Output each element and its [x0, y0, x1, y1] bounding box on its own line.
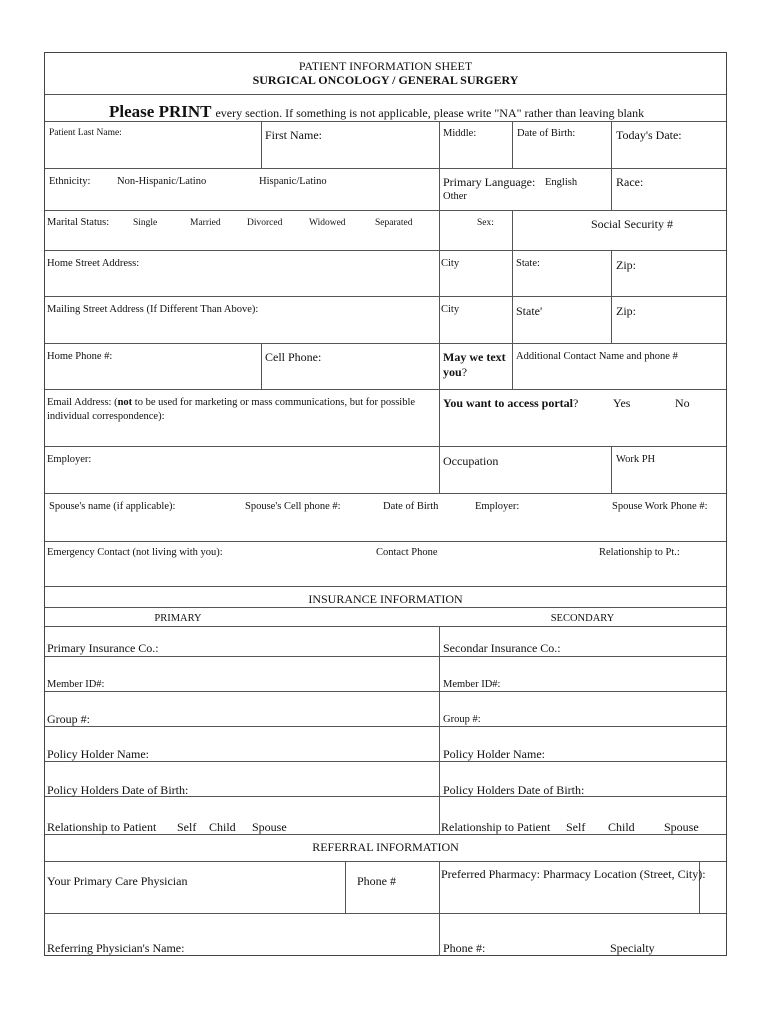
referring-phone-field[interactable]: Phone #: — [443, 941, 486, 955]
rule — [611, 446, 612, 493]
rule — [45, 296, 726, 297]
referral-heading: REFERRAL INFORMATION — [312, 840, 459, 854]
rule — [512, 121, 513, 168]
instruction-text: every section. If something is not applicable, please write "NA" rather than leaving blank — [215, 106, 645, 120]
ethnicity-hispanic[interactable]: Hispanic/Latino — [259, 176, 327, 187]
rule — [439, 343, 440, 389]
home-phone-field[interactable]: Home Phone #: — [47, 351, 113, 362]
primary-member-id-field[interactable]: Member ID#: — [47, 679, 105, 690]
primary-group-field[interactable]: Group #: — [47, 712, 90, 726]
rule — [45, 94, 726, 95]
spouse-work-phone-field[interactable]: Spouse Work Phone #: — [612, 501, 708, 512]
rule — [45, 389, 726, 390]
secondary-heading: SECONDARY — [550, 613, 615, 624]
primary-relationship-label: Relationship to Patient — [47, 820, 157, 834]
rule — [45, 168, 726, 169]
pharmacy-field[interactable]: Preferred Pharmacy: Pharmacy Location (Street, City): — [441, 867, 706, 881]
secondary-group-field[interactable]: Group #: — [443, 714, 481, 725]
pcp-phone-field[interactable]: Phone # — [357, 874, 396, 888]
rule — [45, 250, 726, 251]
may-we-text-line1[interactable]: May we text — [443, 350, 506, 364]
sex-field[interactable]: Sex: — [477, 218, 494, 228]
secondary-insurance-field[interactable]: Secondar Insurance Co.: — [443, 641, 561, 655]
print-instruction — [109, 102, 644, 122]
secondary-holder-name-field[interactable]: Policy Holder Name: — [443, 747, 545, 761]
zip-field[interactable]: Zip: — [616, 258, 636, 272]
emergency-contact-field[interactable]: Emergency Contact (not living with you): — [47, 547, 223, 558]
primary-holder-name-field[interactable]: Policy Holder Name: — [47, 747, 149, 761]
rule — [45, 656, 726, 657]
ssn-field[interactable]: Social Security # — [591, 217, 673, 231]
race-field[interactable]: Race: — [616, 175, 644, 189]
marital-divorced[interactable]: Divorced — [247, 218, 283, 228]
secondary-member-id-field[interactable]: Member ID#: — [443, 679, 501, 690]
rule — [45, 726, 726, 727]
marital-separated[interactable]: Separated — [375, 218, 413, 228]
secondary-holder-dob-field[interactable]: Policy Holders Date of Birth: — [443, 783, 585, 797]
primary-relationship-child[interactable]: Child — [209, 820, 236, 834]
language-other[interactable]: Other — [443, 191, 467, 202]
rule — [611, 250, 612, 343]
email-not: not — [117, 397, 133, 408]
marital-status-label: Marital Status: — [47, 217, 110, 228]
primary-heading: PRIMARY — [154, 613, 202, 624]
rule — [512, 343, 513, 389]
please-print: Please PRINT — [109, 102, 212, 121]
state-field[interactable]: State: — [516, 258, 540, 269]
spouse-name-field[interactable]: Spouse's name (if applicable): — [49, 501, 176, 512]
rule — [439, 861, 440, 956]
secondary-relationship-child[interactable]: Child — [608, 820, 635, 834]
email-label-b: to be used for marketing or mass communications, but for possible — [132, 397, 416, 408]
rule — [45, 691, 726, 692]
relationship-field[interactable]: Relationship to Pt.: — [599, 547, 680, 558]
spouse-employer-field[interactable]: Employer: — [475, 501, 520, 512]
primary-relationship-spouse[interactable]: Spouse — [252, 820, 287, 834]
work-phone-field[interactable]: Work PH — [616, 454, 656, 465]
marital-married[interactable]: Married — [190, 218, 221, 228]
secondary-relationship-label: Relationship to Patient — [441, 820, 551, 834]
spouse-dob-field[interactable]: Date of Birth — [383, 501, 439, 512]
occupation-field[interactable]: Occupation — [443, 454, 499, 468]
first-name-field[interactable]: First Name: — [265, 128, 322, 142]
pcp-field[interactable]: Your Primary Care Physician — [47, 874, 188, 888]
rule — [439, 626, 440, 834]
cell-phone-field[interactable]: Cell Phone: — [265, 350, 322, 364]
rule — [345, 861, 346, 913]
employer-field[interactable]: Employer: — [47, 454, 92, 465]
portal-no[interactable]: No — [675, 396, 690, 410]
rule — [261, 343, 262, 389]
marital-single[interactable]: Single — [133, 218, 158, 228]
rule — [611, 121, 612, 210]
marital-widowed[interactable]: Widowed — [309, 218, 346, 228]
mailing-state-field[interactable]: State' — [516, 304, 543, 318]
specialty-field[interactable]: Specialty — [610, 941, 655, 955]
primary-insurance-field[interactable]: Primary Insurance Co.: — [47, 641, 159, 655]
email-line1[interactable] — [47, 397, 415, 409]
mailing-address-field[interactable]: Mailing Street Address (If Different Than Above): — [47, 304, 259, 315]
last-name-field[interactable]: Patient Last Name: — [49, 128, 122, 138]
portal-label: You want to access portal — [443, 396, 573, 410]
todays-date-field[interactable]: Today's Date: — [616, 128, 682, 142]
may-we-text-you: you — [443, 365, 462, 379]
may-we-text-question: ? — [461, 365, 468, 379]
language-english[interactable]: English — [545, 177, 578, 188]
rule — [45, 493, 726, 494]
portal-yes[interactable]: Yes — [613, 396, 631, 410]
secondary-relationship-spouse[interactable]: Spouse — [664, 820, 699, 834]
secondary-relationship-self[interactable]: Self — [566, 820, 586, 834]
rule — [45, 607, 726, 608]
portal-question[interactable] — [443, 397, 578, 411]
email-label-a: Email Address: ( — [47, 397, 118, 408]
portal-question-mark: ? — [573, 396, 579, 410]
may-we-text-line2[interactable] — [443, 366, 467, 380]
rule — [45, 626, 726, 627]
form-page — [44, 52, 727, 956]
primary-relationship-self[interactable]: Self — [177, 820, 197, 834]
contact-phone-field[interactable]: Contact Phone — [376, 547, 438, 558]
referring-physician-field[interactable]: Referring Physician's Name: — [47, 941, 185, 955]
dob-field[interactable]: Date of Birth: — [517, 128, 576, 139]
rule — [45, 446, 726, 447]
additional-contact-field[interactable]: Additional Contact Name and phone # — [516, 351, 678, 362]
form-title: PATIENT INFORMATION SHEET — [298, 59, 473, 73]
ethnicity-non-hispanic[interactable]: Non-Hispanic/Latino — [117, 176, 207, 187]
primary-language-label: Primary Language: — [443, 175, 536, 189]
rule — [45, 586, 726, 587]
rule — [439, 389, 440, 493]
primary-holder-dob-field[interactable]: Policy Holders Date of Birth: — [47, 783, 189, 797]
home-address-field[interactable]: Home Street Address: — [47, 258, 140, 269]
mailing-zip-field[interactable]: Zip: — [616, 304, 636, 318]
rule — [261, 121, 262, 168]
spouse-cell-field[interactable]: Spouse's Cell phone #: — [245, 501, 341, 512]
mailing-city-field[interactable]: City — [441, 304, 460, 315]
city-field[interactable]: City — [441, 258, 460, 269]
rule — [512, 210, 513, 250]
form-subtitle: SURGICAL ONCOLOGY / GENERAL SURGERY — [252, 73, 519, 87]
ethnicity-label: Ethnicity: — [49, 176, 91, 187]
rule — [45, 343, 726, 344]
email-line2: individual correspondence): — [47, 411, 165, 422]
rule — [45, 210, 726, 211]
rule — [45, 541, 726, 542]
rule — [512, 250, 513, 343]
rule — [45, 913, 726, 914]
middle-field[interactable]: Middle: — [443, 128, 477, 139]
insurance-heading: INSURANCE INFORMATION — [308, 592, 463, 606]
rule — [45, 861, 726, 862]
rule — [439, 250, 440, 343]
rule — [439, 121, 440, 250]
